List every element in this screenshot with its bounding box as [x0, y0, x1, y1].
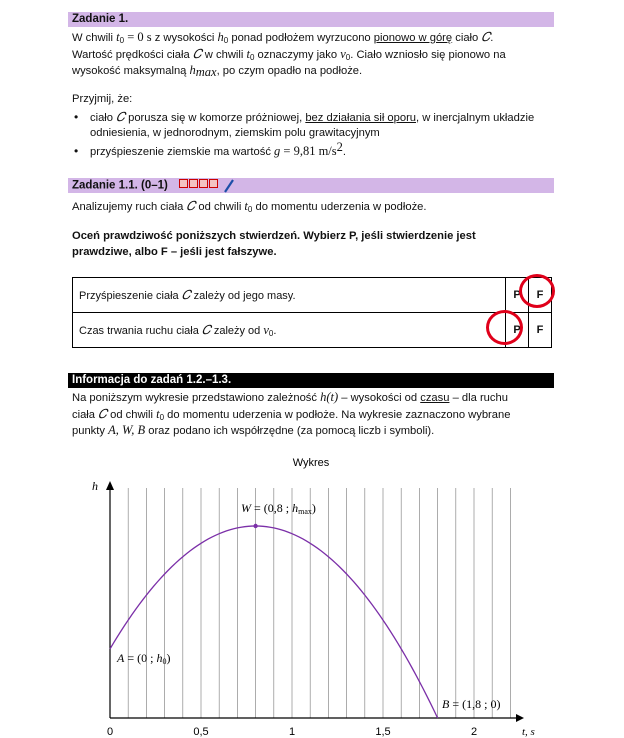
x-ticks	[107, 726, 477, 738]
task-header: Zadanie 1.	[68, 12, 554, 27]
x-axis-label: t, s	[522, 726, 535, 738]
x-tick-label: 0	[106, 726, 114, 738]
chart-grid	[128, 488, 510, 718]
list-item: • przyśpieszenie ziemskie ma wartość g = 9,81 $m/s^2$.	[72, 144, 552, 161]
true-false-table	[72, 277, 552, 348]
assumptions: Przyjmij, że: • ciało 𝐶 porusza się w komorze próżniowej, bez działania sił oporu, w inercjalnym układzie odniesienia, w jednorodnym, ziemskim polu grawitacyjnym • przyśpieszenie ziemskie ma wartość g = 9,81 $m/s^2$.	[72, 92, 552, 160]
point-w	[253, 524, 257, 528]
pen-icon	[223, 179, 235, 193]
answer-f-2[interactable]: F	[529, 313, 552, 348]
answer-p-2[interactable]: P	[506, 313, 529, 348]
answer-circle-f	[519, 274, 555, 308]
table-row: Czas trwania ruchu ciała 𝐶 zależy od $v_0$. P F	[73, 313, 552, 348]
table-row: Przyśpieszenie ciała 𝐶 zależy od jego masy. P F	[73, 278, 552, 313]
chart-title: Wykres	[292, 457, 330, 469]
svg-text:B = (1,8 ; 0): B = (1,8 ; 0)	[442, 697, 501, 711]
list-item: • ciało 𝐶 porusza się w komorze próżniowej, bez działania sił oporu, w inercjalnym układzie odniesienia, w jednorodnym, ziemskim polu grawitacyjnym	[72, 110, 552, 142]
task-intro: W chwili $t_0 = 0$ s z wysokości $h_0$ ponad podłożem wyrzucono pionowo w górę ciało 𝐶. Wartość prędkości ciała 𝐶 w chwili $t_0$ oznaczymy jako $v_0$. Ciało wzniosło się pionowo na wysokość maksymalną $h_{max}$, po czym opadło na podłoże.	[72, 30, 506, 79]
x-tick-label: 1	[288, 726, 296, 738]
subtask-header: Zadanie 1.1. (0–1)	[68, 178, 554, 193]
y-axis-label: h	[92, 479, 98, 493]
info-text: Na poniższym wykresie przedstawiono zależność h(t) – wysokości od czasu – dla ruchu ciała 𝐶 od chwili $t_0$ do momentu uderzenia w podłoże. Na wykresie zaznaczono wybrane punkty A, W, B oraz podano ich współrzędne (za pomocą liczb i symboli).	[72, 390, 511, 437]
label-w	[241, 501, 316, 516]
analyze-text: Analizujemy ruch ciała 𝐶 od chwili $t_0$ do momentu uderzenia w podłoże.	[72, 199, 427, 214]
x-tick-label: 2	[470, 726, 478, 738]
info-header: Informacja do zadań 1.2.–1.3.	[68, 373, 554, 388]
points-icon	[179, 178, 219, 193]
chart-axes	[106, 481, 524, 722]
answer-circle-p	[486, 310, 523, 345]
height-time-chart	[0, 438, 624, 738]
label-a	[116, 651, 170, 666]
x-tick-label: 0,5	[193, 726, 209, 738]
instruction: Oceń prawdziwość poniższych stwierdzeń. Wybierz P, jeśli stwierdzenie jest prawdziwe, albo F – jeśli jest fałszywe.	[72, 230, 476, 258]
answer-f-1[interactable]: F	[529, 278, 552, 313]
x-tick-label: 1,5	[375, 726, 391, 738]
svg-text:W = (0,8 ; hmax): W = (0,8 ; hmax)	[241, 501, 316, 516]
svg-text:A = (0 ; h0): A = (0 ; h0)	[117, 651, 171, 666]
answer-p-1[interactable]: P	[506, 278, 529, 313]
label-b	[442, 697, 500, 711]
